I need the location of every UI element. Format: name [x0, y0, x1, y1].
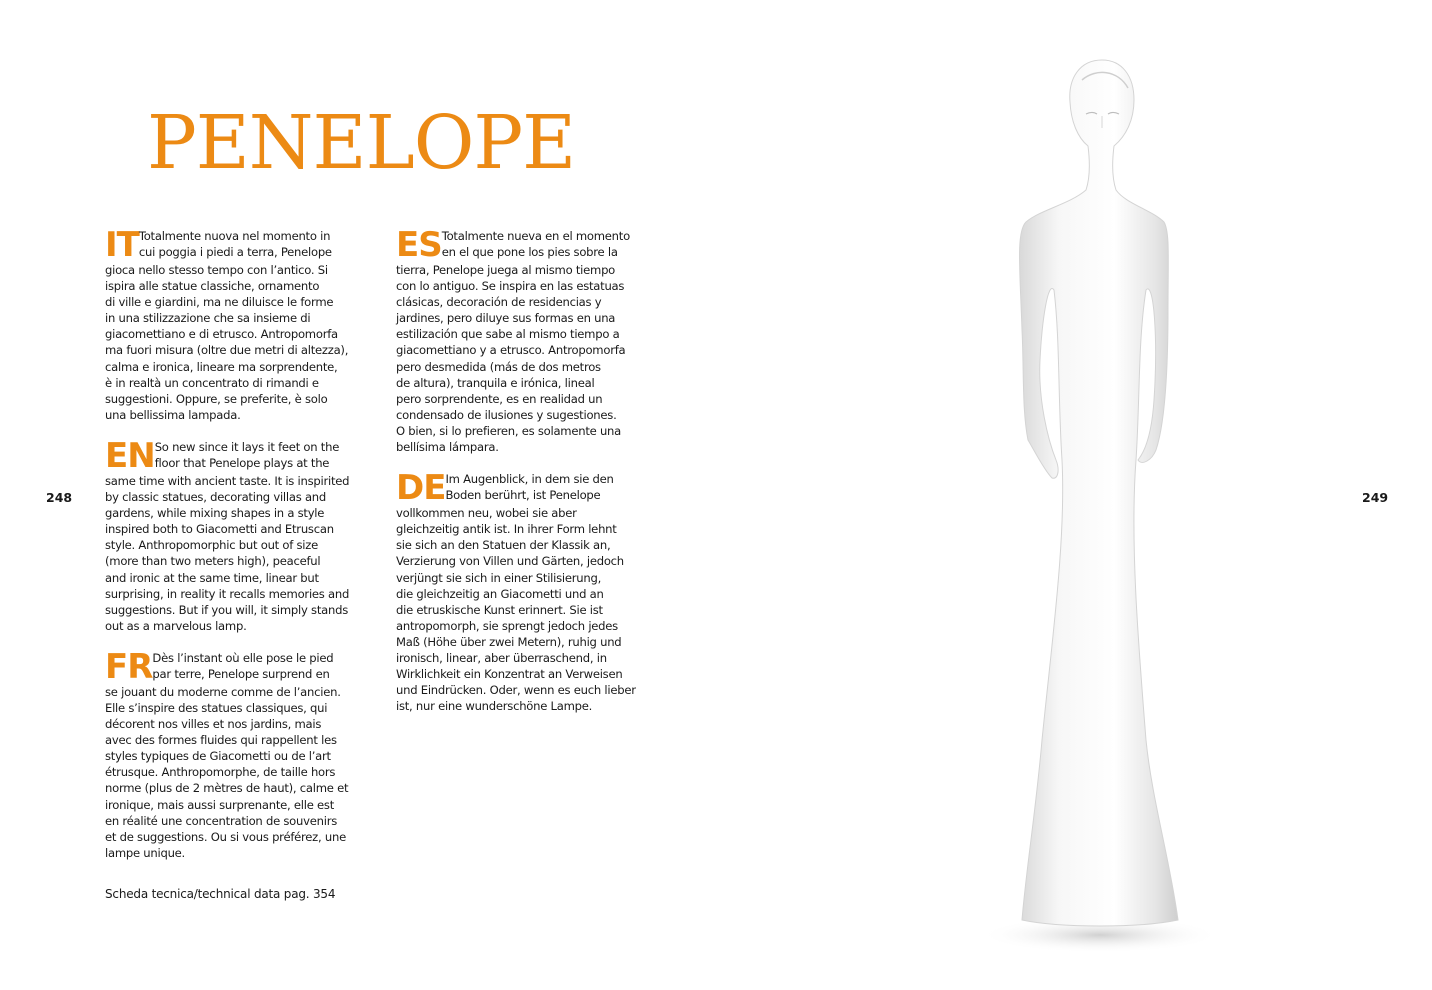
- text-line: ironisch, linear, aber überraschend, in: [396, 650, 607, 665]
- text-line: cui poggia i piedi a terra, Penelope: [138, 245, 332, 260]
- text-line: estilización que sabe al mismo tiempo a: [396, 327, 620, 342]
- text-line: gioca nello stesso tempo con l’antico. Si: [105, 263, 328, 277]
- text-block-fr: [105, 646, 367, 861]
- text-line: di ville e giardini, ma ne diluisce le forme: [105, 295, 334, 310]
- text-line: una bellissima lampada.: [105, 407, 241, 422]
- text-line: Dès l’instant où elle pose le pied: [152, 650, 334, 665]
- text-line: die etruskische Kunst erinnert. Sie ist: [396, 602, 603, 617]
- text-line: und Eindrücken. Oder, wenn es euch lieber: [396, 683, 636, 698]
- text-line: suggestions. But if you will, it simply stands: [105, 602, 348, 617]
- text-line: condensado de ilusiones y sugestiones.: [396, 407, 617, 422]
- text-line: avec des formes fluides qui rappellent les: [105, 733, 337, 748]
- text-line: clásicas, decoración de residencias y: [396, 295, 602, 310]
- text-line: en réalité une concentration de souvenirs: [105, 813, 337, 828]
- text-line: bellísima lámpara.: [396, 440, 499, 455]
- text-block-es: [396, 225, 658, 455]
- text-line: Maß (Höhe über zwei Metern), ruhig und: [396, 634, 622, 649]
- text-line: O bien, si lo prefieren, es solamente una: [396, 423, 621, 438]
- text-line: styles typiques de Giacometti ou de l’art: [105, 749, 331, 764]
- text-line: et de suggestions. Ou si vous préférez, une: [105, 829, 346, 844]
- text-line: floor that Penelope plays at the: [154, 456, 330, 471]
- language-code-es: ES: [396, 225, 442, 265]
- text-line: Im Augenblick, in dem sie den: [445, 472, 614, 487]
- text-line: sie sich an den Statuen der Klassik an,: [396, 538, 611, 553]
- text-line: pero desmedida (más de dos metros: [396, 359, 601, 374]
- text-line: Totalmente nueva en el momento: [441, 229, 630, 243]
- text-line: ironique, mais aussi surprenante, elle est: [105, 797, 335, 812]
- text-line: Wirklichkeit ein Konzentrat an Verweisen: [396, 667, 623, 682]
- text-line: calma e ironica, lineare ma sorprendente,: [105, 359, 338, 374]
- text-line: pero sorprendente, es en realidad un: [396, 391, 603, 406]
- text-block-de: [396, 468, 658, 714]
- text-line: out as a marvelous lamp.: [105, 618, 247, 633]
- text-line: par terre, Penelope surprend en: [152, 666, 330, 681]
- text-line: gleichzeitig antik ist. In ihrer Form lehnt: [396, 522, 617, 537]
- page-number-left: 248: [46, 490, 73, 505]
- text-column-right: [396, 225, 658, 714]
- language-code-it: IT: [105, 225, 139, 265]
- text-block-it: [105, 225, 367, 423]
- text-line: de altura), tranquila e irónica, lineal: [396, 375, 595, 390]
- text-line: lampe unique.: [105, 845, 185, 860]
- technical-data-reference: Scheda tecnica/technical data pag. 354: [105, 887, 336, 901]
- language-code-en: EN: [105, 435, 155, 476]
- text-line: inspired both to Giacometti and Etruscan: [105, 522, 334, 537]
- text-line: ispira alle statue classiche, ornamento: [105, 279, 320, 294]
- text-line: jardines, pero diluye sus formas en una: [396, 311, 616, 326]
- text-block-en: [105, 435, 367, 634]
- text-line: Boden berührt, ist Penelope: [445, 488, 601, 503]
- text-line: ma fuori misura (oltre due metri di altezza),: [105, 343, 349, 358]
- language-code-de: DE: [396, 468, 446, 509]
- penelope-statue-image: [940, 40, 1260, 990]
- text-line: Elle s’inspire des statues classiques, qui: [105, 700, 328, 715]
- text-line: surprising, in reality it recalls memories and: [105, 586, 350, 601]
- text-line: by classic statues, decorating villas and: [105, 490, 327, 505]
- text-line: è in realtà un concentrato di rimandi e: [105, 375, 319, 390]
- text-line: norme (plus de 2 mètres de haut), calme et: [105, 781, 349, 796]
- text-line: suggestioni. Oppure, se preferite, è solo: [105, 391, 328, 406]
- text-line: verjüngt sie sich in einer Stilisierung,: [396, 570, 602, 585]
- statue-silhouette: [1020, 60, 1179, 926]
- text-line: en el que pone los pies sobre la: [441, 245, 618, 260]
- text-column-left: [105, 225, 367, 861]
- language-code-fr: FR: [105, 646, 153, 687]
- text-line: gardens, while mixing shapes in a style: [105, 506, 325, 521]
- text-line: vollkommen neu, wobei sie aber: [396, 506, 577, 521]
- text-line: étrusque. Anthropomorphe, de taille hors: [105, 765, 336, 780]
- text-line: Verzierung von Villen und Gärten, jedoch: [396, 554, 624, 569]
- text-line: giacomettiano y a etrusco. Antropomorfa: [396, 343, 626, 358]
- text-line: tierra, Penelope juega al mismo tiempo: [396, 263, 616, 277]
- text-line: (more than two meters high), peaceful: [105, 554, 321, 569]
- text-line: Totalmente nuova nel momento in: [138, 229, 331, 243]
- text-line: die gleichzeitig an Giacometti und an: [396, 586, 604, 601]
- text-line: and ironic at the same time, linear but: [105, 570, 319, 585]
- text-line: se jouant du moderne comme de l’ancien.: [105, 684, 341, 699]
- text-line: in una stilizzazione che sa insieme di: [105, 311, 311, 326]
- product-title: PENELOPE: [147, 100, 576, 186]
- text-line: ist, nur eine wunderschöne Lampe.: [396, 699, 593, 714]
- text-line: style. Anthropomorphic but out of size: [105, 538, 318, 553]
- text-line: antropomorph, sie sprengt jedoch jedes: [396, 618, 618, 633]
- text-line: So new since it lays it feet on the: [154, 439, 340, 454]
- text-line: décorent nos villes et nos jardins, mais: [105, 717, 322, 732]
- text-line: giacomettiano e di etrusco. Antropomorfa: [105, 327, 338, 342]
- page-number-right: 249: [1362, 490, 1389, 505]
- text-line: con lo antiguo. Se inspira en las estatuas: [396, 279, 625, 294]
- text-line: same time with ancient taste. It is inspirited: [105, 473, 350, 488]
